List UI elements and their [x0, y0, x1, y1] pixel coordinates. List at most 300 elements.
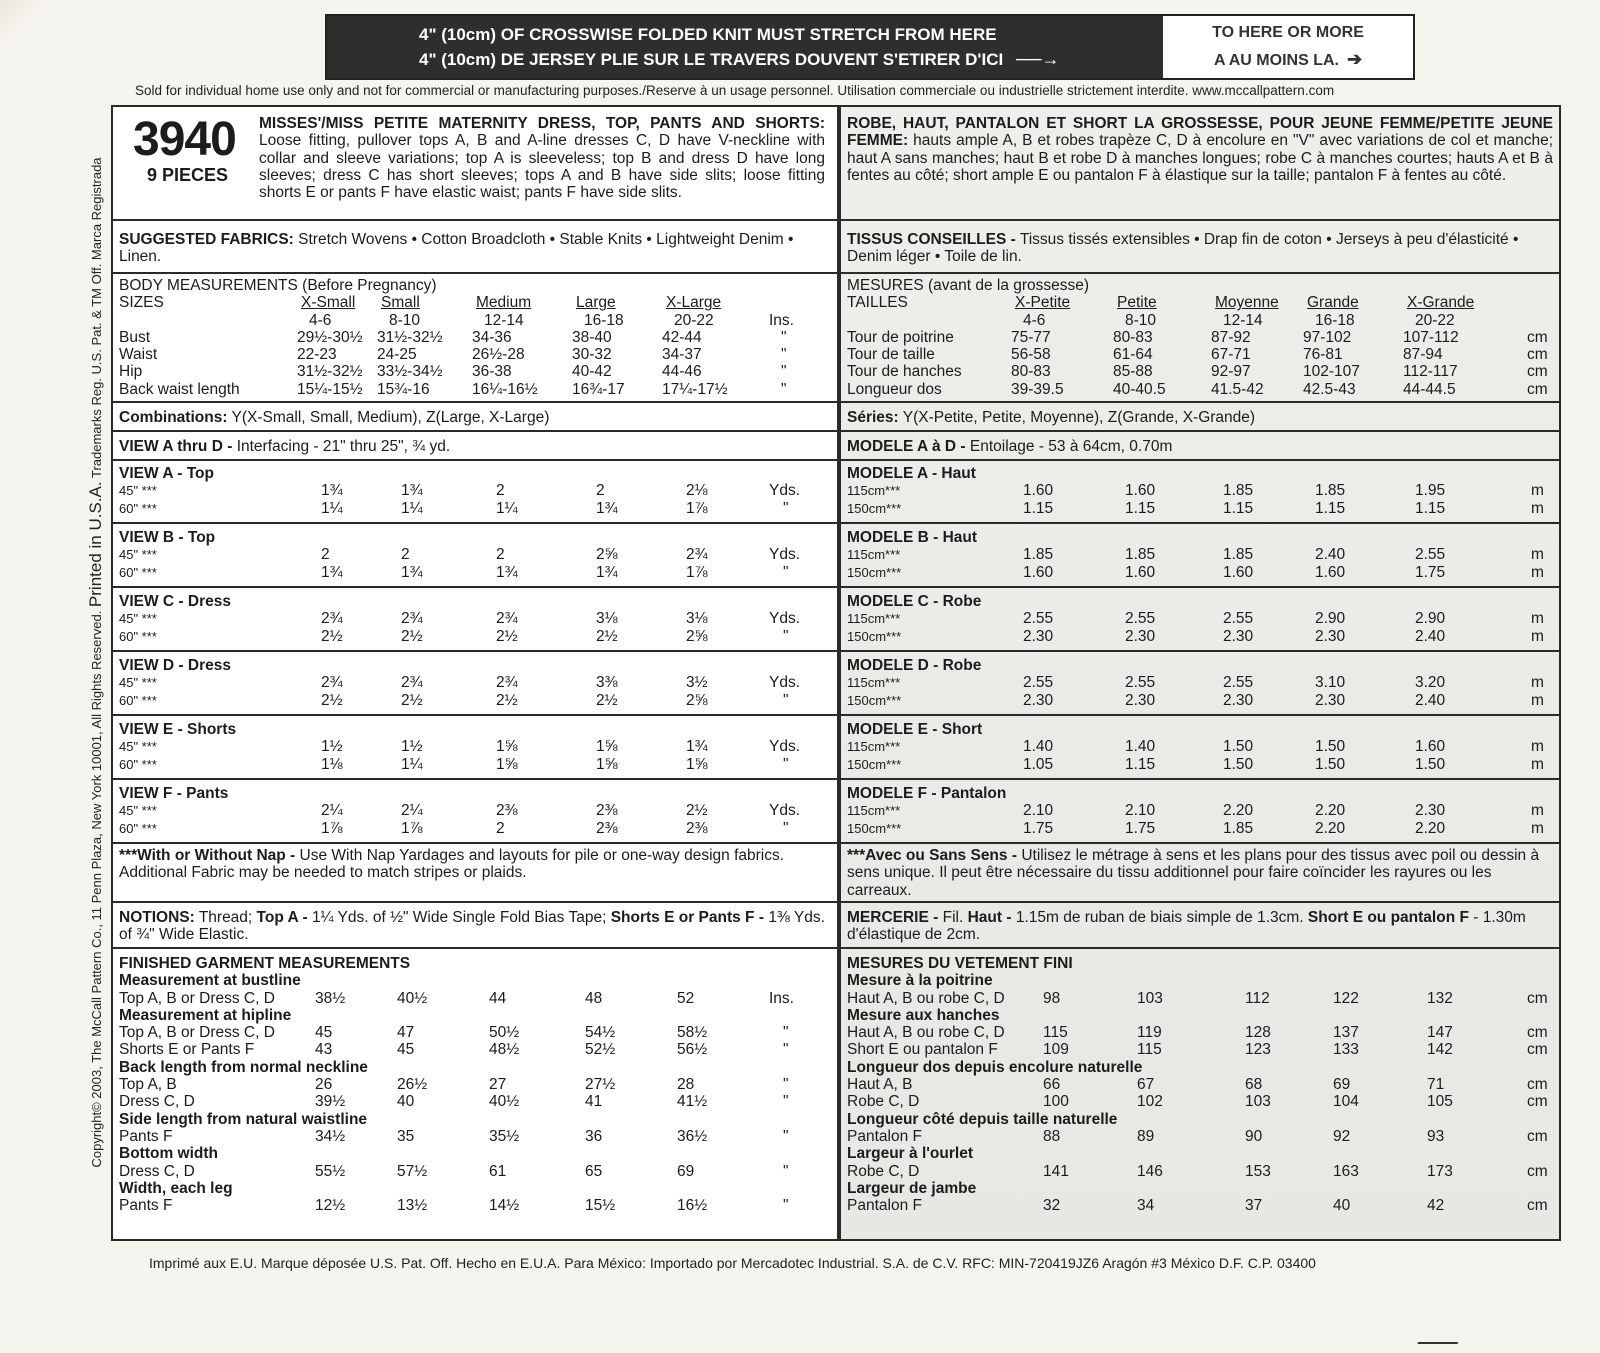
finished-value: 88: [1043, 1127, 1061, 1145]
measurement-value: 40-42: [572, 363, 612, 381]
yardage-value: 2.55: [1125, 674, 1156, 692]
unit-label: ": [783, 1162, 789, 1180]
finished-value: 147: [1427, 1024, 1453, 1042]
finished-value: 27: [489, 1076, 507, 1094]
section-rule: [841, 650, 1559, 652]
finished-value: 102: [1137, 1093, 1163, 1111]
yardage-value: 1.60: [1125, 563, 1156, 581]
yardage-value: 2½: [401, 627, 423, 645]
finished-heading: Side length from natural waistline: [119, 1110, 368, 1128]
finished-label: Shorts E or Pants F: [119, 1041, 255, 1059]
finished-value: 137: [1333, 1024, 1359, 1042]
size-number: 20-22: [1415, 311, 1455, 329]
finished-label: Short E ou pantalon F: [847, 1041, 998, 1059]
section-rule: [841, 778, 1559, 780]
fabrics-list: Stretch Wovens • Cotton Broadcloth • Stable Knits • Lightweight Denim • Linen.: [119, 231, 794, 266]
view-title: MODELE B - Haut: [847, 529, 978, 546]
yardage-value: 1.50: [1223, 755, 1254, 773]
yardage-value: 1.15: [1415, 499, 1446, 517]
fabric-width: 150cm***: [847, 692, 902, 708]
size-number: 16-18: [1315, 311, 1355, 329]
unit-label: m: [1531, 482, 1544, 500]
finished-value: 39½: [315, 1093, 346, 1111]
yardage-row: [119, 692, 831, 709]
measurement-value: 34-36: [472, 328, 512, 346]
measurement-label: Bust: [119, 328, 151, 346]
finished-value: 132: [1427, 989, 1453, 1007]
yardage-value: 2¾: [496, 674, 518, 692]
size-name: Large: [576, 294, 616, 312]
finished-value: 109: [1043, 1041, 1069, 1059]
pattern-description: [259, 115, 825, 201]
size-numbers-row: [847, 312, 1553, 329]
unit-label: Yds.: [769, 546, 801, 564]
measurement-label: Tour de hanches: [847, 363, 962, 381]
interfacing: [113, 438, 837, 455]
size-number: 8-10: [389, 311, 421, 329]
finished-heading: Back length from normal neckline: [119, 1058, 368, 1076]
measurement-value: 17¼-17½: [662, 380, 728, 398]
fabric-width: 115cm***: [847, 611, 901, 627]
yardage-value: 2½: [596, 627, 618, 645]
finished-value: 42: [1427, 1197, 1445, 1215]
notions: [841, 909, 1559, 944]
finished-title: FINISHED GARMENT MEASUREMENTS: [119, 955, 411, 972]
pattern-envelope-panel: [111, 105, 1561, 1241]
yardage-row: [119, 802, 831, 819]
finished-value: 44: [489, 989, 507, 1007]
unit-label: cm: [1527, 380, 1548, 398]
view-title: VIEW D - Dress: [119, 657, 231, 674]
combinations: [113, 409, 837, 426]
yardage-value: 1.60: [1125, 482, 1156, 500]
finished-value: 122: [1333, 989, 1359, 1007]
yardage-value: 2.55: [1023, 610, 1054, 628]
fabric-width: 45" ***: [119, 483, 157, 499]
fabrics-label: TISSUS CONSEILLES -: [847, 231, 1016, 248]
body-measurements-title: MESURES (avant de la grossesse): [847, 277, 1090, 294]
yardage-value: 1.60: [1023, 482, 1054, 500]
yardage-row: [119, 674, 831, 691]
yardage-value: 2½: [496, 691, 518, 709]
yardage-value: 1.85: [1223, 546, 1254, 564]
measurement-value: 87-92: [1211, 328, 1251, 346]
yardage-row: [119, 546, 831, 563]
yardage-value: 2.20: [1223, 802, 1254, 820]
sizes-label: SIZES: [119, 294, 164, 312]
yardage-value: 2¼: [321, 802, 343, 820]
notions-item: Short E ou pantalon F: [1307, 909, 1469, 926]
yardage-value: 2.30: [1315, 691, 1346, 709]
yardage-value: 1.15: [1315, 499, 1346, 517]
finished-value: 12½: [315, 1197, 346, 1215]
yardage-row: [847, 564, 1553, 581]
finished-row: [119, 1128, 831, 1145]
measurement-value: 75-77: [1011, 328, 1051, 346]
measurement-value: 15¼-15½: [297, 380, 363, 398]
fabric-width: 60" ***: [119, 756, 157, 772]
finished-value: 69: [1333, 1076, 1351, 1094]
view-title: VIEW E - Shorts: [119, 721, 237, 738]
finished-value: 58½: [677, 1024, 708, 1042]
measurement-value: 56-58: [1011, 346, 1051, 364]
finished-value: 153: [1245, 1162, 1271, 1180]
notions-label: MERCERIE -: [847, 909, 939, 926]
finished-label: Dress C, D: [119, 1162, 195, 1180]
measurement-value: 107-112: [1403, 328, 1459, 346]
fabric-width: 150cm***: [847, 564, 902, 580]
yardage-value: 2.30: [1125, 691, 1156, 709]
finished-heading: Bottom width: [119, 1145, 219, 1163]
view-title: MODELE E - Short: [847, 721, 983, 738]
yardage-value: 2.55: [1223, 674, 1254, 692]
yardage-value: 2⅜: [686, 819, 708, 837]
finished-value: 36½: [677, 1127, 708, 1145]
measurement-value: 44-46: [662, 363, 702, 381]
section-rule: [113, 272, 837, 274]
measurement-value: 38-40: [572, 328, 612, 346]
view-title: VIEW C - Dress: [119, 593, 231, 610]
section-rule: [113, 522, 837, 524]
finished-value: 40½: [489, 1093, 520, 1111]
fabric-width: 115cm***: [847, 547, 901, 563]
finished-heading: Longueur dos depuis encolure naturelle: [847, 1058, 1143, 1076]
finished-value: 34: [1137, 1197, 1155, 1215]
yardage-value: 1⅝: [496, 738, 518, 756]
yardage-value: 1.85: [1315, 482, 1346, 500]
pattern-number: 3940: [133, 113, 236, 166]
finished-heading: Mesure à la poitrine: [847, 972, 993, 990]
measurement-row: [119, 363, 831, 380]
yardage-value: 2½: [321, 691, 343, 709]
fabric-width: 115cm***: [847, 675, 901, 691]
yardage-value: 2¼: [401, 802, 423, 820]
view-title: VIEW F - Pants: [119, 785, 229, 802]
finished-value: 98: [1043, 989, 1061, 1007]
unit-label: m: [1531, 546, 1544, 564]
finished-label: Haut A, B ou robe C, D: [847, 989, 1005, 1007]
interfacing-label: MODELE A à D -: [847, 438, 966, 455]
yardage-value: 2.30: [1315, 627, 1346, 645]
suggested-fabrics: [113, 231, 837, 266]
yardage-value: 2½: [596, 691, 618, 709]
unit-label: cm: [1527, 1197, 1548, 1215]
english-column: [113, 107, 837, 1239]
pattern-title: MISSES'/MISS PETITE MATERNITY DRESS, TOP, PANTS AND SHORTS:: [259, 115, 825, 132]
yardage-value: 2: [496, 482, 505, 500]
finished-value: 103: [1137, 989, 1163, 1007]
section-rule: [113, 901, 837, 903]
yardage-value: 1⅝: [596, 738, 618, 756]
yardage-value: 1½: [321, 738, 343, 756]
finished-value: 14½: [489, 1197, 520, 1215]
finished-heading: Mesure aux hanches: [847, 1006, 1000, 1024]
ditto-mark: ": [781, 346, 787, 364]
finished-heading: Measurement at bustline: [119, 972, 301, 990]
finished-value: 57½: [397, 1162, 428, 1180]
size-name: Moyenne: [1215, 294, 1279, 312]
finished-value: 67: [1137, 1076, 1155, 1094]
unit-label: Yds.: [769, 802, 801, 820]
measurement-value: 40-40.5: [1113, 380, 1166, 398]
finished-measurements: [841, 955, 1559, 1214]
unit-label: ": [783, 1076, 789, 1094]
yardage-row: [119, 482, 831, 499]
measurement-row: [847, 381, 1553, 398]
fabric-width: 60" ***: [119, 500, 157, 516]
section-rule: [113, 586, 837, 588]
suggested-fabrics: [841, 231, 1559, 266]
import-footer: Imprimé aux E.U. Marque déposée U.S. Pat. Off. Hecho en E.U.A. Para México: Importado por Mercadotec Industrial. S.A. de C.V. RFC: MIN-720419JZ6 Aragón #3 México D.F. C.P. 03400: [149, 1255, 1316, 1271]
yardage-value: 2.20: [1315, 819, 1346, 837]
yardage-row: [847, 628, 1553, 645]
yardage-value: 3⅛: [686, 610, 708, 628]
section-rule: [841, 430, 1559, 432]
yardage-value: 2.55: [1023, 674, 1054, 692]
yardage-value: 2.90: [1415, 610, 1446, 628]
interfacing-text: Interfacing - 21" thru 25", ¾ yd.: [236, 438, 451, 455]
section-rule: [841, 586, 1559, 588]
fabric-width: 45" ***: [119, 611, 157, 627]
size-name: X-Grande: [1407, 294, 1475, 312]
yardage-value: 2: [596, 482, 605, 500]
finished-value: 112: [1245, 989, 1270, 1007]
finished-row: [119, 1197, 831, 1214]
finished-row: [119, 1163, 831, 1180]
paper-fold-corner: [0, 0, 40, 40]
view-title: VIEW B - Top: [119, 529, 216, 546]
yardage-value: 1⅝: [686, 755, 708, 773]
stretch-gauge-line-fr: 4" (10cm) DE JERSEY PLIE SUR LE TRAVERS DOUVENT S'ETIRER D'ICI: [419, 50, 1004, 69]
measurement-value: 29½-30½: [297, 328, 363, 346]
combinations-label: Séries:: [847, 409, 899, 426]
yardage-value: 2½: [401, 691, 423, 709]
yardage-value: 1⅛: [321, 755, 343, 773]
yardage-value: 1.15: [1223, 499, 1254, 517]
yardage-row: [847, 692, 1553, 709]
finished-row: [847, 1076, 1553, 1093]
fabrics-list: Tissus tissés extensibles • Drap fin de coton • Jerseys à peu d'élasticité • Denim léger • Toile de lin.: [847, 231, 1519, 266]
ditto-mark: ": [783, 627, 789, 645]
yardage-value: 1.85: [1223, 819, 1254, 837]
finished-value: 119: [1137, 1024, 1162, 1042]
yardage-value: 1.60: [1023, 563, 1054, 581]
section-rule: [113, 459, 837, 461]
body-measurements: [841, 277, 1559, 398]
yardage-value: 2: [321, 546, 330, 564]
finished-value: 41½: [677, 1093, 708, 1111]
fabric-width: 60" ***: [119, 692, 157, 708]
finished-heading: Longueur côté depuis taille naturelle: [847, 1110, 1118, 1128]
finished-value: 105: [1427, 1093, 1453, 1111]
finished-value: 41: [585, 1093, 603, 1111]
yardage-value: 1.50: [1223, 738, 1254, 756]
finished-heading: Width, each leg: [119, 1179, 233, 1197]
finished-label: Haut A, B ou robe C, D: [847, 1024, 1005, 1042]
yardage-value: 1¼: [401, 755, 423, 773]
finished-row: [119, 1041, 831, 1058]
finished-value: 34½: [315, 1127, 346, 1145]
size-numbers-row: [119, 312, 831, 329]
yardage-value: 1.15: [1125, 499, 1156, 517]
measurement-value: 41.5-42: [1211, 380, 1264, 398]
view-title: VIEW A - Top: [119, 465, 214, 482]
yardage-value: 2½: [496, 627, 518, 645]
finished-row: [119, 1093, 831, 1110]
pattern-details: Loose fitting, pullover tops A, B and A-line dresses C, D have V-neckline with collar and sleeve variations; top A is sleeveless; top B and dress D have long sleeves; dress C has short sleeves; tops A and B have side slits; loose fitting shorts E or pants F have elastic waist; pants F have side slits.: [259, 132, 825, 202]
finished-value: 100: [1043, 1093, 1069, 1111]
measurement-value: 102-107: [1303, 363, 1360, 381]
finished-value: 47: [397, 1024, 415, 1042]
yardage-value: 2¾: [401, 610, 423, 628]
notions-item: Top A -: [256, 909, 308, 926]
yardage-value: 2½: [686, 802, 708, 820]
yardage-row: [847, 738, 1553, 755]
finished-heading: Measurement at hipline: [119, 1006, 292, 1024]
view-yardage: [841, 593, 1559, 645]
finished-value: 40: [1333, 1197, 1351, 1215]
measurement-label: Tour de poitrine: [847, 328, 954, 346]
yardage-value: 2: [496, 546, 505, 564]
view-yardage: [113, 785, 837, 837]
view-yardage: [841, 657, 1559, 709]
yardage-value: 1.50: [1315, 755, 1346, 773]
finished-row: [847, 1197, 1553, 1214]
yardage-value: 3⅛: [596, 610, 618, 628]
measurement-value: 76-81: [1303, 346, 1343, 364]
section-rule: [841, 947, 1559, 949]
finished-value: 16½: [677, 1197, 708, 1215]
yardage-row: [847, 482, 1553, 499]
nap-note: [113, 847, 837, 882]
yardage-row: [847, 756, 1553, 773]
measurement-value: 97-102: [1303, 328, 1352, 346]
yardage-row: [119, 500, 831, 517]
yardage-value: 1¼: [321, 499, 343, 517]
yardage-row: [119, 820, 831, 837]
finished-row: [847, 1163, 1553, 1180]
nap-label: ***Avec ou Sans Sens -: [847, 847, 1017, 864]
finished-measurements: [113, 955, 837, 1214]
size-number: 4-6: [1023, 311, 1046, 329]
size-number: 16-18: [584, 311, 624, 329]
finished-label: Top A, B or Dress C, D: [119, 989, 275, 1007]
size-name: X-Large: [666, 294, 722, 312]
finished-label: Pantalon F: [847, 1127, 922, 1145]
measurement-label: Back waist length: [119, 380, 240, 398]
notions-text: - 1.30m d'élastique de 2cm.: [847, 909, 1526, 944]
finished-label: Pants F: [119, 1197, 173, 1215]
ditto-mark: ": [781, 328, 787, 346]
view-title: MODELE A - Haut: [847, 465, 976, 482]
measurement-value: 112-117: [1403, 363, 1458, 381]
view-title: MODELE F - Pantalon: [847, 785, 1007, 802]
finished-value: 133: [1333, 1041, 1359, 1059]
size-number: 4-6: [309, 311, 332, 329]
unit-label: cm: [1527, 1127, 1548, 1145]
yardage-value: 1⅝: [496, 755, 518, 773]
size-name: Small: [381, 294, 420, 312]
yardage-value: 1.05: [1023, 755, 1054, 773]
yardage-value: 2.30: [1023, 691, 1054, 709]
finished-value: 45: [315, 1024, 333, 1042]
measurement-value: 92-97: [1211, 363, 1251, 381]
yardage-value: 1.85: [1125, 546, 1156, 564]
ditto-mark: ": [783, 755, 789, 773]
yardage-value: 2.10: [1125, 802, 1156, 820]
measurement-label: Hip: [119, 363, 143, 381]
finished-value: 15½: [585, 1197, 616, 1215]
yardage-value: 2.40: [1415, 627, 1446, 645]
yardage-value: 1.85: [1223, 482, 1254, 500]
yardage-row: [847, 610, 1553, 627]
finished-value: 89: [1137, 1127, 1155, 1145]
finished-value: 115: [1043, 1024, 1068, 1042]
ditto-mark: ": [783, 499, 789, 517]
section-rule: [113, 842, 837, 844]
finished-value: 52½: [585, 1041, 616, 1059]
unit-label: ": [783, 1024, 789, 1042]
finished-value: 43: [315, 1041, 333, 1059]
yardage-value: 1.15: [1023, 499, 1054, 517]
notions-text: 1¼ Yds. of ½" Wide Single Fold Bias Tape;: [311, 909, 607, 926]
unit-label: cm: [1527, 1076, 1548, 1094]
unit-label: cm: [1527, 328, 1548, 346]
section-rule: [113, 401, 837, 403]
yardage-value: 2.55: [1415, 546, 1446, 564]
yardage-value: 1⅞: [686, 499, 708, 517]
measurement-value: 67-71: [1211, 346, 1251, 364]
interfacing: [841, 438, 1559, 455]
finished-label: Top A, B or Dress C, D: [119, 1024, 275, 1042]
ditto-mark: ": [781, 380, 787, 398]
finished-value: 50½: [489, 1024, 520, 1042]
title-box: [119, 107, 831, 217]
interfacing-label: VIEW A thru D -: [119, 438, 233, 455]
yardage-value: 1.95: [1415, 482, 1446, 500]
finished-row: [847, 990, 1553, 1007]
finished-value: 45: [397, 1041, 415, 1059]
sizes-row: [847, 294, 1553, 311]
section-rule: [841, 842, 1559, 844]
finished-value: 92: [1333, 1127, 1351, 1145]
yardage-value: 1.75: [1023, 819, 1054, 837]
unit-label: m: [1531, 610, 1544, 628]
measurement-value: 30-32: [572, 346, 612, 364]
notions-text: 1⅜ Yds. of ¾" Wide Elastic.: [119, 909, 825, 944]
view-yardage: [113, 657, 837, 709]
unit-label: cm: [1527, 1024, 1548, 1042]
measurement-value: 31½-32½: [377, 328, 443, 346]
view-yardage: [841, 785, 1559, 837]
yardage-value: 2¾: [686, 546, 708, 564]
yardage-value: 2.30: [1125, 627, 1156, 645]
finished-value: 52: [677, 989, 695, 1007]
unit-label: m: [1531, 674, 1544, 692]
measurement-value: 16¾-17: [572, 380, 625, 398]
finished-value: 61: [489, 1162, 507, 1180]
yardage-value: 1.85: [1023, 546, 1054, 564]
combinations-text: Y(X-Small, Small, Medium), Z(Large, X-Large): [231, 409, 550, 426]
combinations-text: Y(X-Petite, Petite, Moyenne), Z(Grande, X-Grande): [902, 409, 1256, 426]
finished-title: MESURES DU VETEMENT FINI: [847, 955, 1073, 972]
stretch-gauge-line-en: 4" (10cm) OF CROSSWISE FOLDED KNIT MUST STRETCH FROM HERE: [419, 25, 997, 44]
trademark-text: Trademarks Reg. U.S. Pat. & TM Off. Marca Registrada: [89, 157, 104, 478]
fabric-width: 45" ***: [119, 803, 157, 819]
section-rule: [113, 778, 837, 780]
yardage-value: 3.20: [1415, 674, 1446, 692]
unit-label: ": [783, 1197, 789, 1215]
